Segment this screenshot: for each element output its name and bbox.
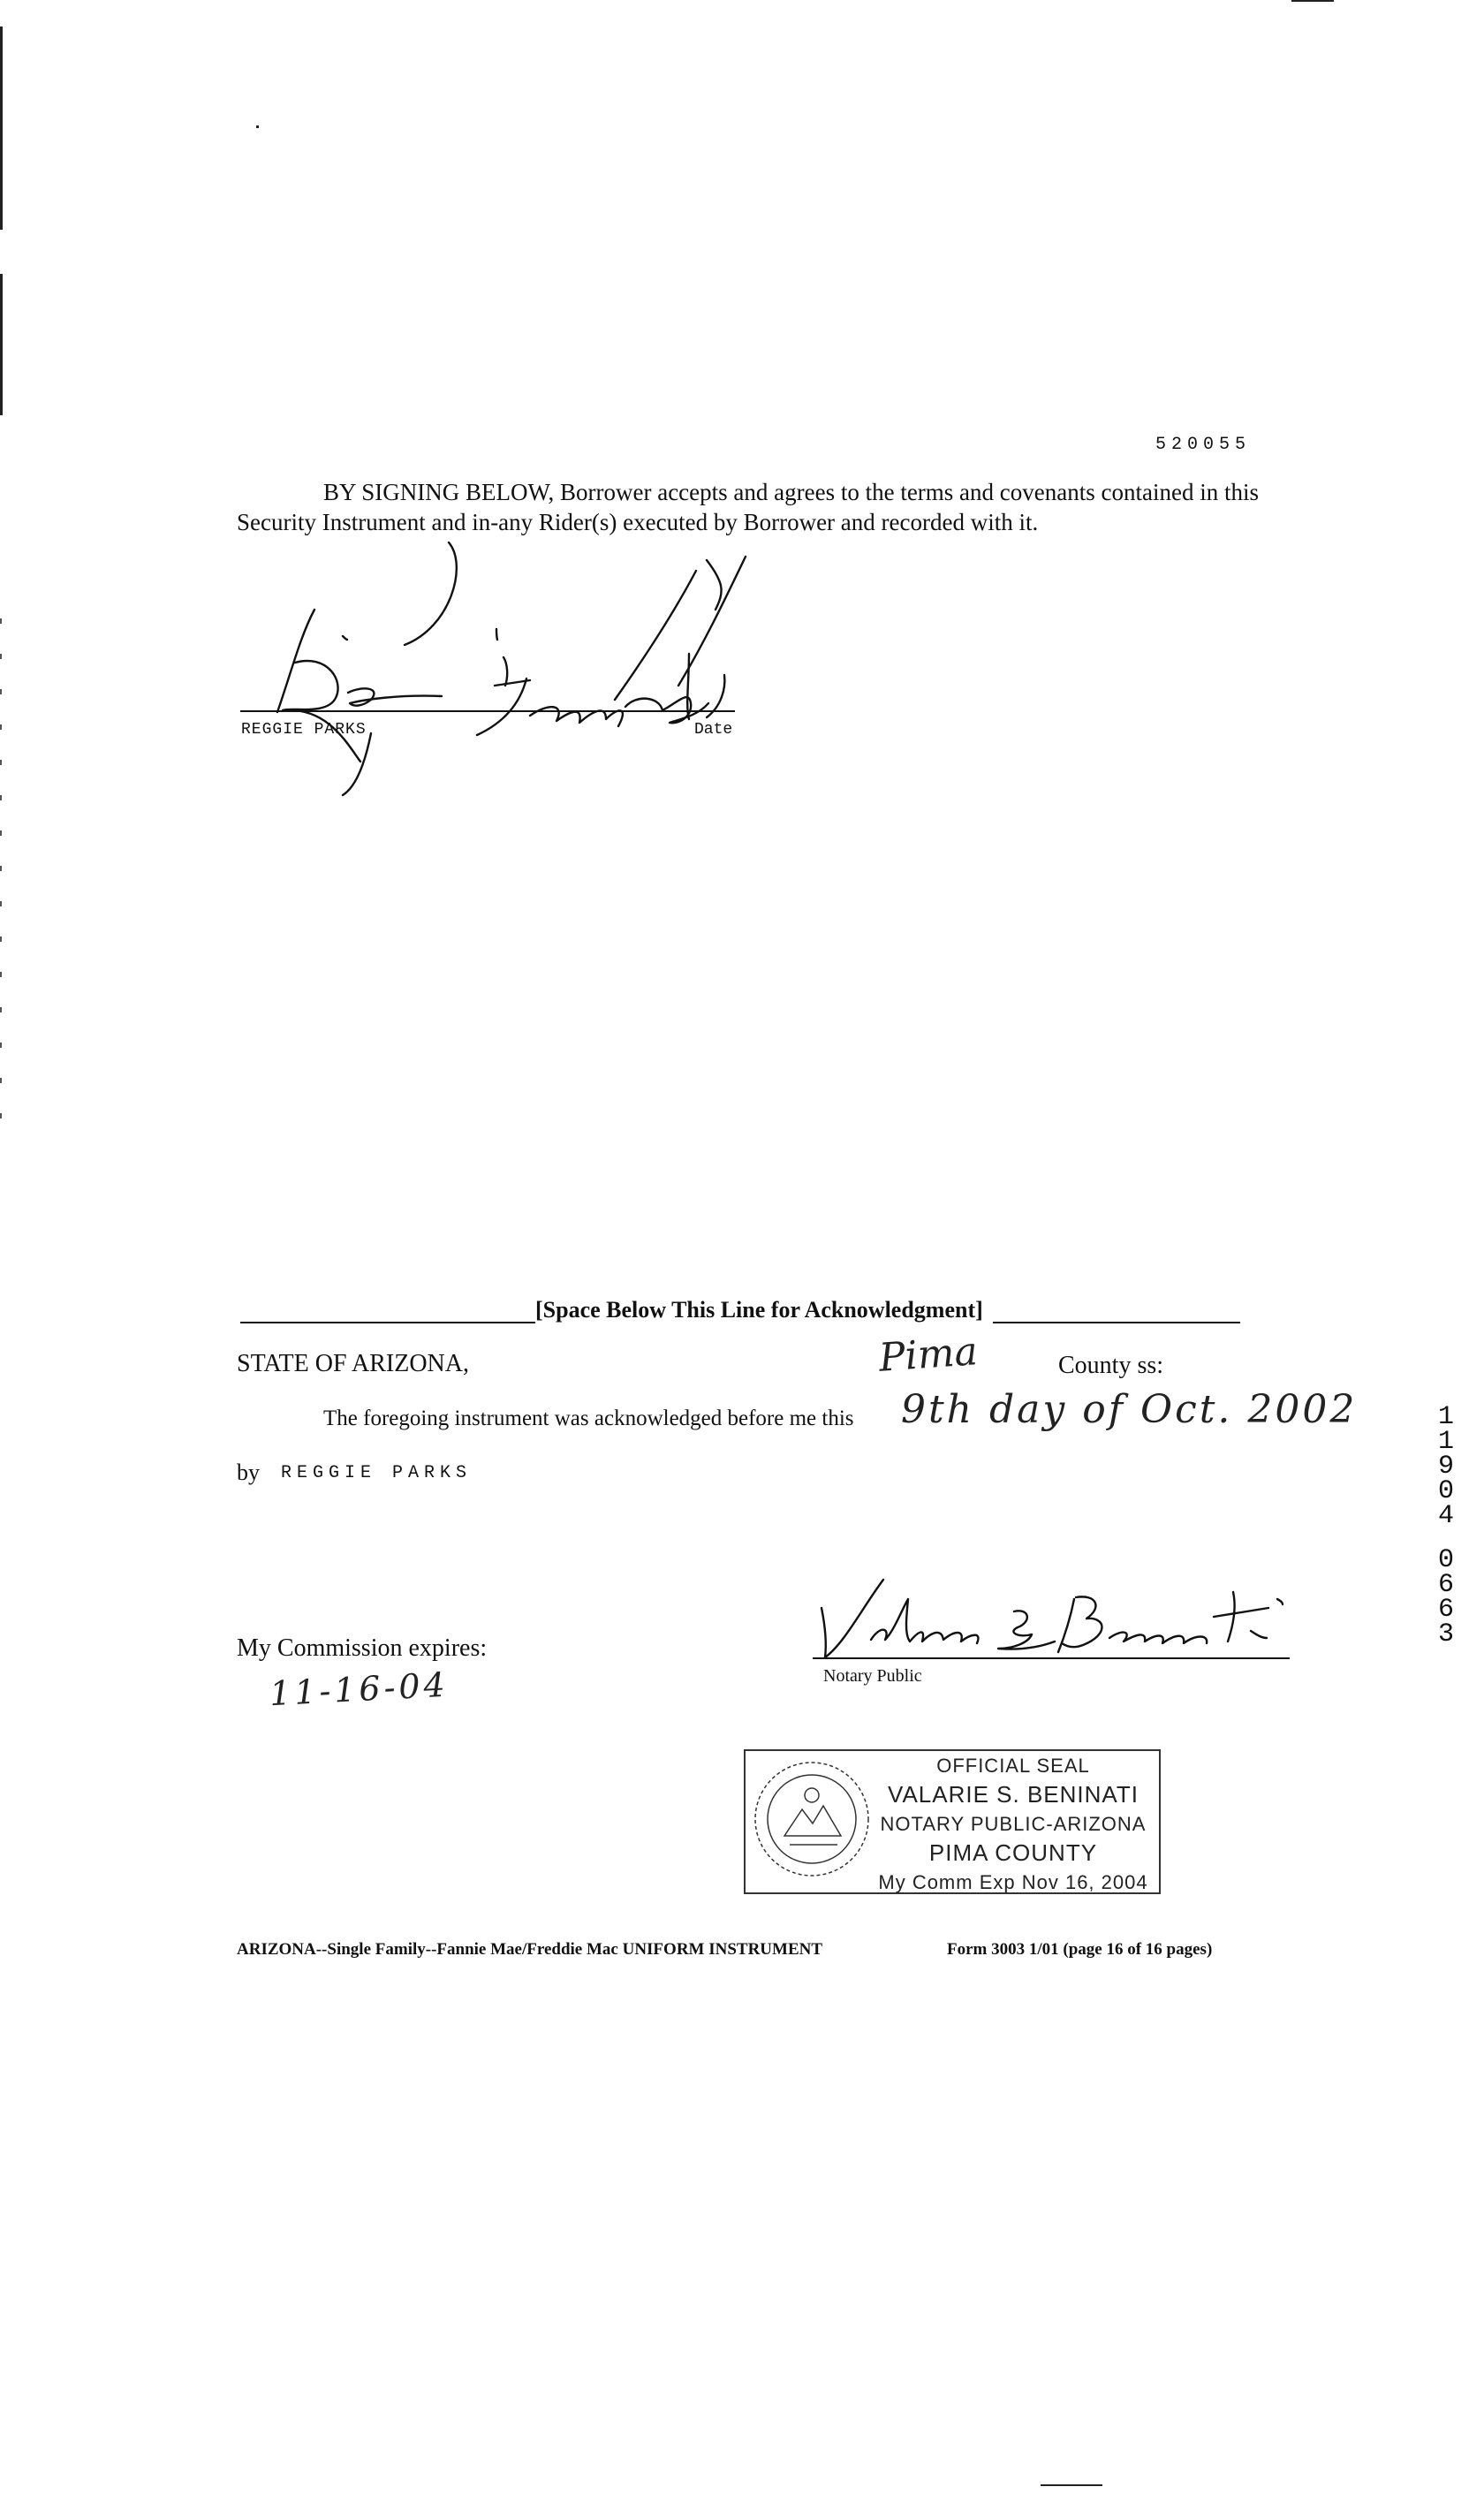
commission-expires-label: My Commission expires: [237,1634,488,1662]
paragraph-line-2: Security Instrument and in-any Rider(s) executed by Borrower and recorded with it. [237,509,1039,535]
stamp-digit: 1 [1437,1402,1454,1432]
stamp-digit: 6 [1437,1570,1454,1600]
ack-divider-right [993,1322,1240,1323]
stamp-digit: 4 [1437,1501,1454,1531]
seal-line-official: OFFICIAL SEAL [936,1755,1090,1777]
foregoing-text: The foregoing instrument was acknowledged before me this [323,1406,854,1430]
stamp-digit: 9 [1437,1452,1454,1482]
scan-edge-mark [0,618,2,1149]
footer-form-title: ARIZONA--Single Family--Fannie Mae/Freddie Mac UNIFORM INSTRUMENT [237,1940,823,1959]
scan-edge-mark [0,274,3,415]
stamp-digit: 0 [1437,1476,1454,1506]
notary-signature [809,1573,1339,1661]
seal-line-expiry: My Comm Exp Nov 16, 2004 [878,1871,1148,1893]
borrower-name-label: REGGIE PARKS [241,721,367,739]
footer-form-number: Form 3003 1/01 (page 16 of 16 pages) [947,1940,1213,1959]
acknowledged-by-name: REGGIE PARKS [281,1463,473,1483]
paragraph-line-1: BY SIGNING BELOW, Borrower accepts and agrees to the terms and covenants contained in this [323,479,1259,505]
arizona-state-seal-icon [749,1756,874,1882]
scan-edge-mark [0,27,3,230]
stamp-digit: 6 [1437,1595,1454,1625]
county-handwritten: Pima [877,1329,980,1381]
seal-line-county: PIMA COUNTY [928,1839,1098,1866]
scan-edge-mark [1041,2484,1102,2486]
county-label: County ss: [1058,1352,1164,1379]
loan-number: 520055 [1155,435,1252,455]
stamp-digit: 1 [1437,1427,1454,1457]
notary-public-label: Notary Public [823,1666,922,1686]
state-line: STATE OF ARIZONA, [237,1350,469,1377]
recording-number-stamp [1433,1402,1459,1649]
by-label: by [237,1460,260,1485]
scan-edge-mark [1291,0,1334,2]
borrower-signature [265,530,795,813]
stamp-digit: 0 [1437,1545,1454,1575]
commission-date-handwritten: 11-16-04 [268,1664,450,1714]
seal-line-notary: NOTARY PUBLIC-ARIZONA [880,1813,1147,1835]
borrower-signature-line [240,710,735,712]
scan-edge-mark [256,125,259,128]
notary-signature-line [813,1657,1290,1659]
ack-divider-text: [Space Below This Line for Acknowledgment] [535,1297,983,1323]
ack-date-handwritten: 9th day of Oct. 2002 [901,1387,1358,1432]
signing-paragraph [237,477,1261,537]
date-label: Date [694,721,733,739]
stamp-digit: 3 [1437,1619,1454,1649]
ack-divider-left [240,1322,535,1323]
seal-line-name: VALARIE S. BENINATI [888,1781,1139,1808]
notary-seal-text [867,1751,1159,1897]
